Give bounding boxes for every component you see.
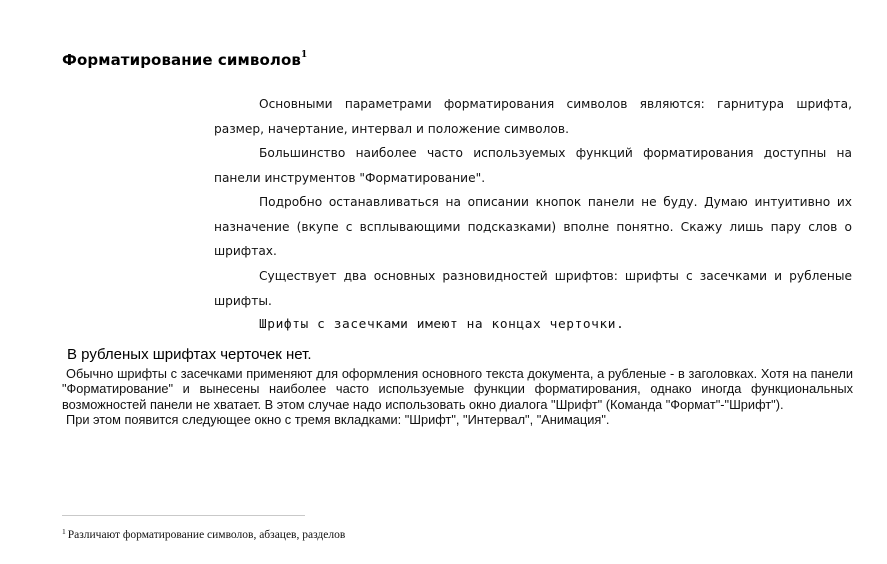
heading-footnote-ref[interactable]: 1 xyxy=(300,50,308,60)
paragraph-text: Подробно останавливаться на описании кнопок панели не буду. Думаю интуитивно их назначение (вкупе с всплывающими подсказками) вполне понятно. Скажу лишь пару слов о шрифтах. xyxy=(214,195,852,258)
paragraph-text: Существует два основных разновидностей шрифтов: шрифты с засечками и рубленые шрифты. xyxy=(214,269,852,308)
paragraph-3 xyxy=(214,190,852,264)
body-paragraph-1: Обычно шрифты с засечками применяют для оформления основного текста документа, а рубленые - в заголовках. Хотя на панели "Форматирование" и вынесены наиболее часто используемые функции форматирования, однако иногда функциональных возможностей панели не хватает. В этом случае надо использовать окно диалога "Шрифт" (Команда "Формат"-"Шрифт"). xyxy=(62,366,853,412)
section-heading xyxy=(62,50,307,69)
footnote xyxy=(62,527,345,541)
footnote-separator xyxy=(62,515,305,516)
footnote-number: 1 xyxy=(62,527,66,536)
body-paragraph-2: При этом появится следующее окно с тремя вкладками: "Шрифт", "Интервал", "Анимация". xyxy=(66,412,610,428)
heading-text: Форматирование символов xyxy=(62,51,301,69)
sans-font-example: В рубленых шрифтах черточек нет. xyxy=(67,346,312,363)
paragraph-4 xyxy=(214,264,852,313)
body-text-block xyxy=(62,366,853,428)
serif-font-example: Шрифты с засечками имеют на концах черточки. xyxy=(259,317,625,332)
footnote-text: Различают форматирование символов, абзацев, разделов xyxy=(67,529,346,541)
paragraph-text: Большинство наиболее часто используемых функций форматирования доступны на панели инструментов "Форматирование". xyxy=(214,146,852,185)
paragraph-1 xyxy=(214,92,852,141)
paragraph-text: Основными параметрами форматирования символов являются: гарнитура шрифта, размер, начертание, интервал и положение символов. xyxy=(214,97,852,136)
paragraph-2 xyxy=(214,141,852,190)
